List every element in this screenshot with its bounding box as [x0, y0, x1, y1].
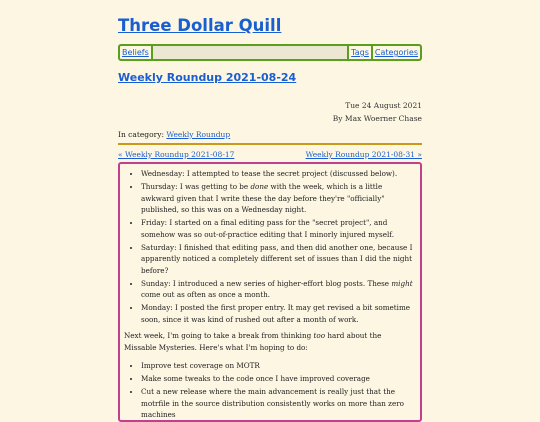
post-title-link[interactable]: Weekly Roundup 2021-08-24: [118, 71, 297, 84]
nav-categories-link[interactable]: Categories: [374, 48, 418, 57]
nav-spacer: [153, 46, 347, 59]
list-item: • Monday: I posted the first proper entry. It may get revised a bit sometime soon, since it was kind of rushed out after a month of work.: [141, 302, 416, 325]
list-item: • Friday: I started on a final editing pass for the "secret project", and somehow was so out-of-practice editing that I minorly injured myself.: [141, 217, 416, 240]
category-link[interactable]: Weekly Roundup: [166, 130, 231, 139]
list-item: • Wednesday: I attempted to tease the secret project (discussed below).: [141, 168, 416, 180]
list-item: • Saturday: I finished that editing pass, and then did another one, because I apparently noticed a completely different set of issues than I did the night before?: [141, 242, 416, 277]
list-item: • Sunday: I introduced a new series of higher-effort blog posts. These might come out as often as once a month.: [141, 278, 416, 301]
next-week-paragraph: Next week, I'm going to take a break from thinking too hard about the Missable Mysteries. Here's what I'm hoping to do:: [124, 331, 382, 352]
nav-beliefs-link[interactable]: Beliefs: [122, 48, 149, 57]
list-item: • Thursday: I was getting to be done with the week, which is a little awkward given that I write these the day before they're "officially" published, so this was on a Wednesday night.: [141, 181, 416, 216]
divider: [118, 143, 422, 145]
post-pager: [118, 150, 422, 160]
post-category: [118, 129, 422, 140]
plan-list: [124, 360, 416, 421]
page: [118, 15, 422, 422]
week-list: [124, 168, 416, 325]
post-date: Tue 24 August 2021: [345, 101, 422, 110]
post-byline: By Max Woerner Chase: [332, 114, 422, 123]
list-item: • Improve test coverage on MOTR: [141, 360, 416, 372]
next-post-link[interactable]: Weekly Roundup 2021-08-31 »: [305, 150, 422, 159]
site-title-link[interactable]: Three Dollar Quill: [118, 16, 282, 35]
post-meta: [118, 99, 422, 125]
navbar: [118, 44, 422, 61]
list-item: • Cut a new release where the main advancement is really just that the motrfile in the source distribution consistently works on more than zero machines: [141, 386, 416, 421]
list-item: • Make some tweaks to the code once I have improved coverage: [141, 373, 416, 385]
prev-post-link[interactable]: « Weekly Roundup 2021-08-17: [118, 150, 235, 159]
category-label: In category:: [118, 130, 164, 139]
nav-tags-link[interactable]: Tags: [351, 48, 369, 57]
post-content: [118, 162, 422, 422]
